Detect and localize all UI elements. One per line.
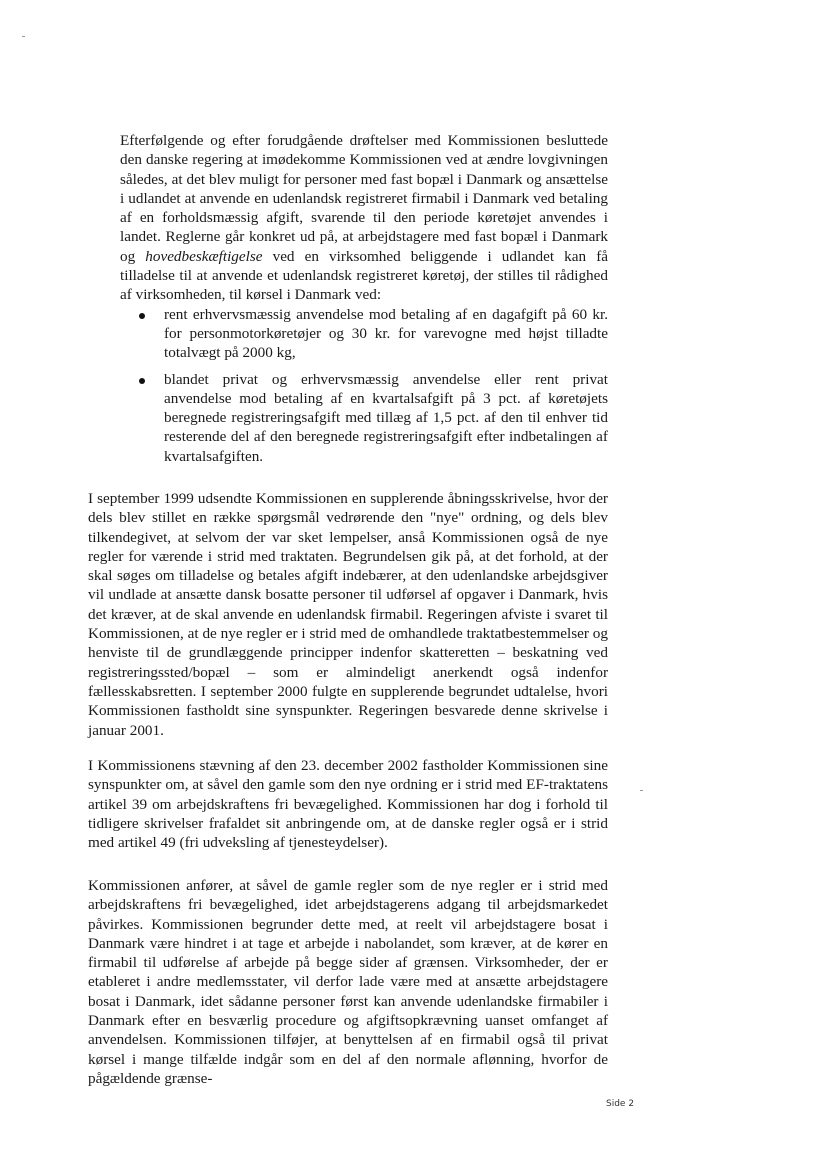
bullet-item-quarter-fee — [139, 370, 608, 466]
fee-bullet-list — [120, 305, 608, 466]
bullet-text: blandet privat og erhvervsmæssig anvendelse eller rent privat anvendelse mod betaling af en kvartalsafgift på 3 pct. af køretøjets beregnede registreringsafgift med tillæg af 1,5 pct. af den til enhver tid resterende del af den beregnede registreringsafgift efter indbetalingen af kvartalsafgiften. — [164, 370, 608, 465]
bullet-dot-icon — [139, 313, 145, 319]
scan-speck — [640, 790, 643, 791]
paragraph-september-1999: I september 1999 udsendte Kommissionen en supplerende åbningsskrivelse, hvor der dels blev stillet en række spørgsmål vedrørende den "nye" ordning, og dels blev tilkendegivet, at selvom der var sket lempelser, anså Kommissionen også de nye regler for værende i strid med traktaten. Begrundelsen gik på, at det forhold, at der skal søges om tilladelse og betales afgift indebærer, at den udenlandske arbejdsgiver vil undlade at ansætte dansk bosatte personer til udførsel af opgaver i Danmark, hvis det kræver, at de skal anvende en udenlandsk firmabil. Regeringen afviste i svaret til Kommissionen, at de nye regler er i strid med de omhandlede traktatbestemmelser og henviste til de grundlæggende principper indenfor skatteretten – beskatning ved registreringssted/bopæl – som er almindeligt anerkendt også indenfor fællesskabsretten. I september 2000 fulgte en supplerende begrundet udtalelse, hvori Kommissionen fastholdt sine synspunkter. Regeringen besvarede denne skrivelse i januar 2001. — [88, 490, 608, 739]
scan-speck — [22, 36, 25, 37]
bullet-item-day-fee — [139, 305, 608, 363]
page-number: Side 2 — [606, 1099, 635, 1109]
paragraph-summons-2002: I Kommissionens stævning af den 23. december 2002 fastholder Kommissionen sine synspunkter om, at såvel den gamle som den nye ordning er i strid med EF-traktatens artikel 39 om arbejdskraftens fri bevægelighed. Kommissionen har dog i forhold til tidligere skrivelser frafaldet sit anbringende om, at de danske regler også er i strid med artikel 49 (fri udveksling af tjenesteydelser). — [88, 757, 608, 852]
bullet-text: rent erhvervsmæssig anvendelse mod betaling af en dagafgift på 60 kr. for personmotorkøretøjer og 30 kr. for varevogne med højst tilladte totalvægt på 2000 kg, — [164, 305, 608, 362]
bullet-dot-icon — [139, 378, 145, 384]
intro-section — [120, 131, 608, 466]
intro-emphasis: hovedbeskæftigelse — [145, 247, 263, 265]
paragraph-commission-argues: Kommissionen anfører, at såvel de gamle regler som de nye regler er i strid med arbejdskraftens fri bevægelighed, idet arbejdstagerens adgang til arbejdsmarkedet påvirkes. Kommissionen begrunder dette med, at reelt vil arbejdstagere bosat i Danmark være hindret i at tage et arbejde i nabolandet, som kræver, at de kører en firmabil til udførelse af arbejde på begge sider af grænsen. Virksomheder, der er etableret i andre medlemsstater, vil derfor lade være med at ansætte arbejdstagere bosat i Danmark, idet sådanne personer først kan anvende udenlandske firmabiler i Danmark efter en besværlig procedure og afgiftsopkrævning uanset omfanget af anvendelsen. Kommissionen tilføjer, at benyttelsen af en firmabil også til privat kørsel i mange tilfælde indgår som en del af den normale aflønning, hvorfor de pågældende grænse- — [88, 877, 608, 1087]
intro-text-before: Efterfølgende og efter forudgående drøftelser med Kommissionen besluttede den danske regering at imødekomme Kommissionen ved at ændre lovgivningen således, at det blev muligt for personer med fast bopæl i Danmark og ansættelse i udlandet at anvende en udenlandsk registreret firmabil i Danmark ved betaling af en forholdsmæssig afgift, svarende til den periode køretøjet anvendes i landet. Reglerne går konkret ud på, at arbejdstagere med fast bopæl i Danmark og — [120, 132, 608, 265]
intro-paragraph — [120, 131, 608, 305]
intro-text-after: ved en virksomhed beliggende i udlandet kan få tilladelse til at anvende et udenlandsk registreret køretøj, der stilles til rådighed af virksomheden, til kørsel i Danmark ved: — [120, 247, 608, 304]
